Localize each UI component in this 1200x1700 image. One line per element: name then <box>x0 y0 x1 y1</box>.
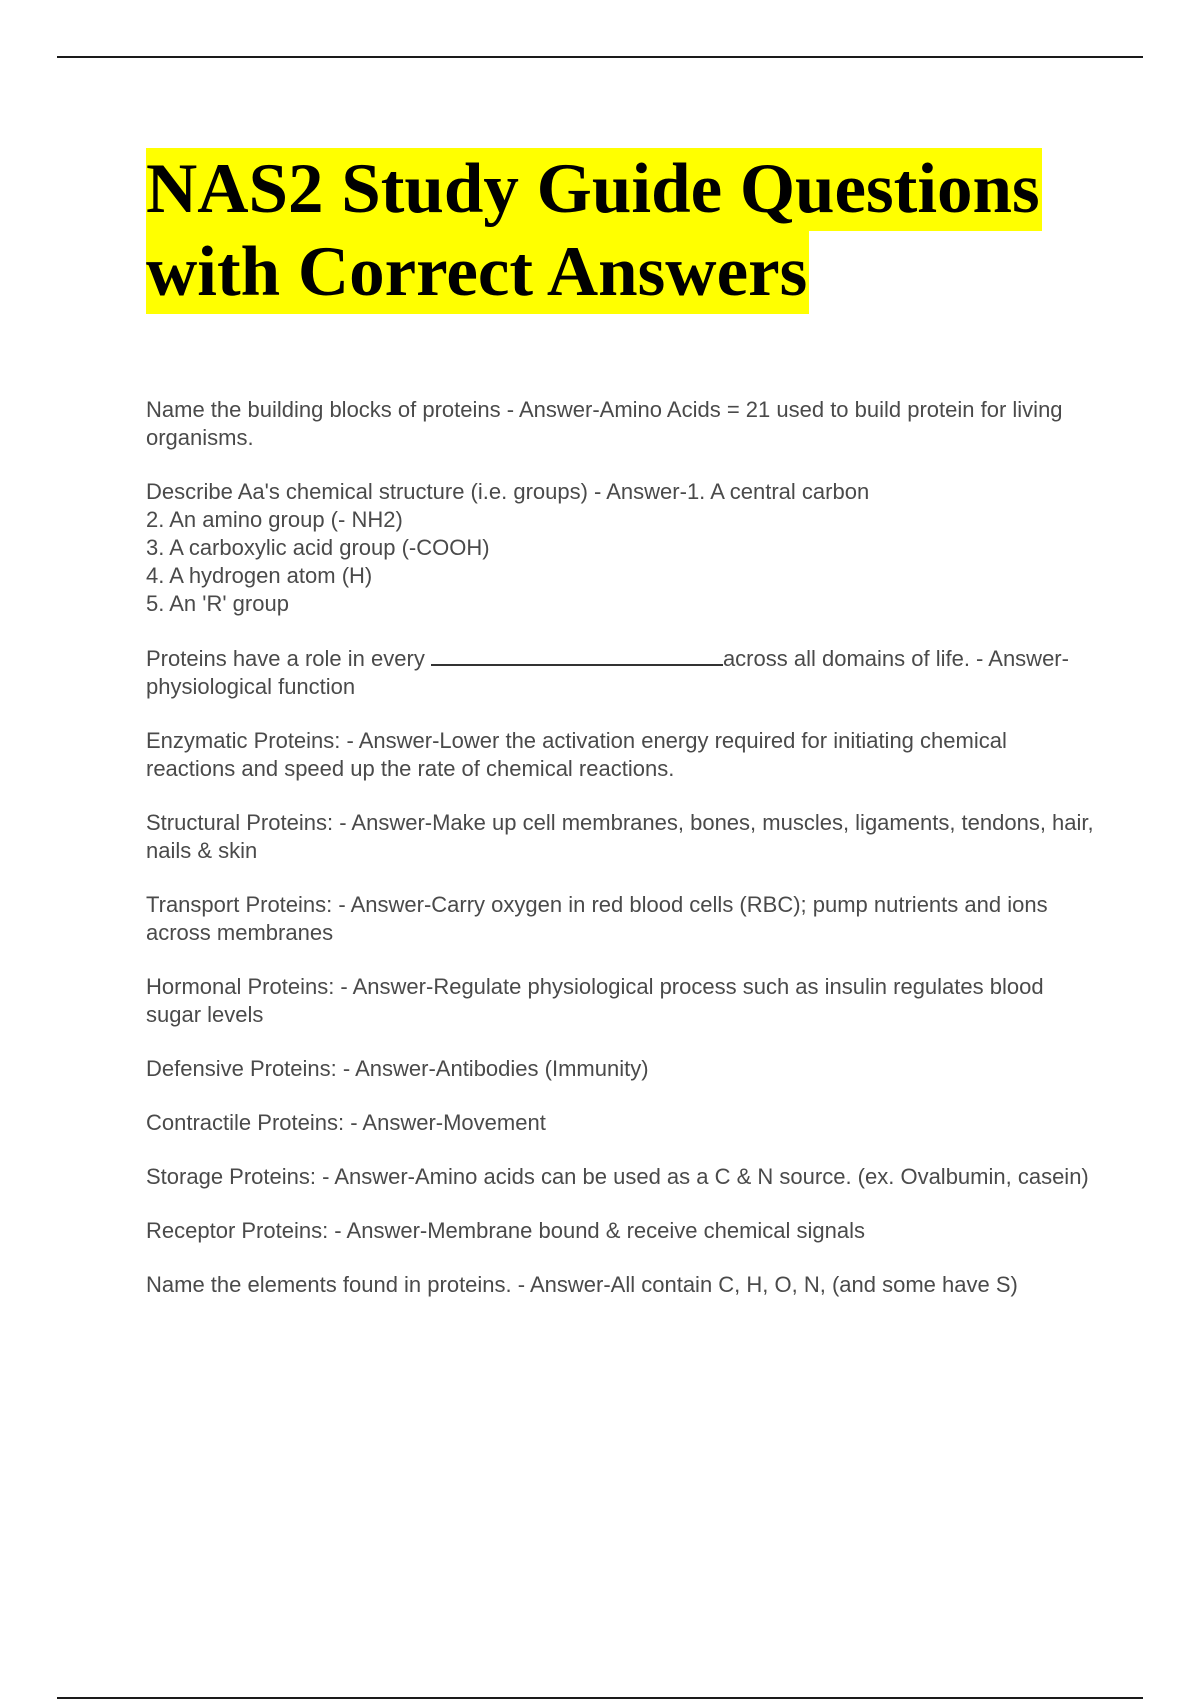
qa-line: 3. A carboxylic acid group (-COOH) <box>146 535 490 560</box>
qa-line: 2. An amino group (- NH2) <box>146 507 403 532</box>
qa-item <box>146 396 1096 452</box>
qa-item <box>146 1163 1096 1191</box>
qa-text: Hormonal Proteins: - Answer-Regulate physiological process such as insulin regulates blood sugar levels <box>146 974 1044 1027</box>
top-rule <box>57 56 1143 58</box>
qa-text: Receptor Proteins: - Answer-Membrane bound & receive chemical signals <box>146 1218 865 1243</box>
qa-text: Transport Proteins: - Answer-Carry oxygen in red blood cells (RBC); pump nutrients and ions across membranes <box>146 892 1048 945</box>
qa-item <box>146 1217 1096 1245</box>
qa-line: Describe Aa's chemical structure (i.e. groups) - Answer-1. A central carbon <box>146 479 870 504</box>
qa-item <box>146 809 1096 865</box>
bottom-rule <box>57 1697 1143 1699</box>
qa-text-before-blank: Proteins have a role in every <box>146 646 431 671</box>
qa-text: Storage Proteins: - Answer-Amino acids can be used as a C & N source. (ex. Ovalbumin, casein) <box>146 1164 1089 1189</box>
qa-item <box>146 1109 1096 1137</box>
qa-item <box>146 891 1096 947</box>
title-line-1: NAS2 Study Guide Questions <box>146 148 1042 231</box>
qa-text: Enzymatic Proteins: - Answer-Lower the activation energy required for initiating chemical reactions and speed up the rate of chemical reactions. <box>146 728 1007 781</box>
qa-text-after-blank: across all domains of life. - Answer-physiological function <box>146 646 1069 699</box>
question-list <box>146 396 1096 1325</box>
qa-line: 5. An 'R' group <box>146 591 289 616</box>
qa-text: Structural Proteins: - Answer-Make up cell membranes, bones, muscles, ligaments, tendons, hair, nails & skin <box>146 810 1094 863</box>
qa-line: 4. A hydrogen atom (H) <box>146 563 373 588</box>
qa-text: Name the building blocks of proteins - Answer-Amino Acids = 21 used to build protein for living organisms. <box>146 397 1063 450</box>
qa-item <box>146 478 1096 618</box>
title-line-2: with Correct Answers <box>146 231 809 314</box>
fill-in-blank <box>431 644 723 666</box>
qa-text: Contractile Proteins: - Answer-Movement <box>146 1110 546 1135</box>
qa-text: Name the elements found in proteins. - Answer-All contain C, H, O, N, (and some have S) <box>146 1272 1018 1297</box>
qa-item <box>146 1055 1096 1083</box>
qa-item <box>146 1271 1096 1299</box>
qa-text: Defensive Proteins: - Answer-Antibodies (Immunity) <box>146 1056 649 1081</box>
qa-item <box>146 727 1096 783</box>
qa-text-with-blank <box>146 644 1096 701</box>
page-title <box>146 148 1086 314</box>
qa-item <box>146 644 1096 701</box>
qa-item <box>146 973 1096 1029</box>
